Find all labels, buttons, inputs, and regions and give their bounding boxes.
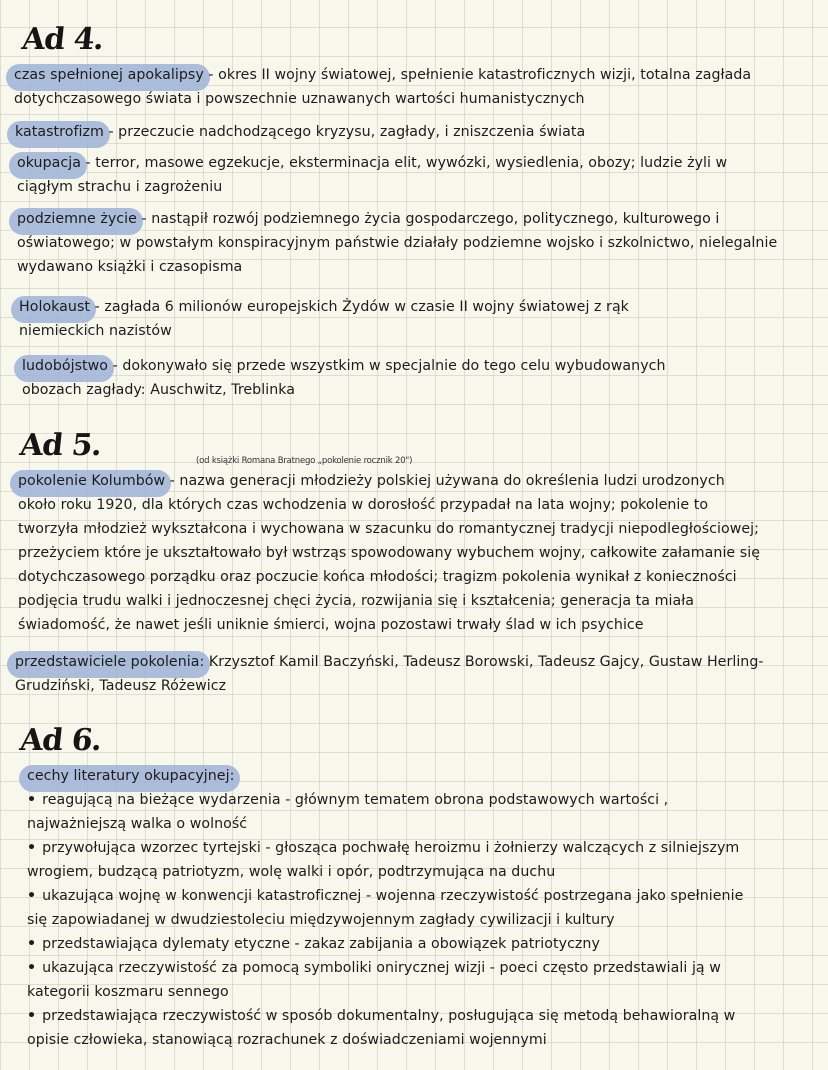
section-heading-ad5: Ad 5. [18,428,103,463]
highlighted-term: Holokaust [19,295,90,319]
entry-text-line: tworzyła młodzież wykształcona i wychowana w szacunku do romantycznej tradycji niepodległościowej; [18,521,759,537]
entry-text-line: oświatowego; w powstałym konspiracyjnym państwie działały podziemne wojsko i szkolnictwo, nielegalnie [17,235,778,251]
highlighted-term: przedstawiciele pokolenia: [15,650,204,674]
entry-cechy-literatury-okupacyjnej [27,764,234,788]
entry-text-line: około roku 1920, dla których czas wchodzenia w dorosłość przypadał na lata wojny; pokolenie to [18,497,709,513]
bullet-continuation: się zapowiadanej w dwudziestoleciu międzywojennym zagłady cywilizacji i kultury [27,912,615,928]
bullet-item: • reagującą na bieżące wydarzenia - głównym tematem obrona podstawowych wartości , [27,788,743,812]
entry-text-line: dotychczasowego porządku oraz poczucie końca młodości; tragizm pokolenia wynikał z konieczności [18,569,737,585]
entry-katastrofizm: katastrofizm - przeczucie nadchodzącego kryzysu, zagłady, i zniszczenia świata [15,120,585,144]
section-heading-ad6: Ad 6. [18,723,103,758]
entry-text-line: niemieckich nazistów [19,323,172,339]
entry-przedstawiciele-pokolenia: przedstawiciele pokolenia: Krzysztof Kamil Baczyński, Tadeusz Borowski, Tadeusz Gajcy, Gustaw Herling- Grudziński, Tadeusz Różewicz [15,650,764,698]
entry-text-line: dotychczasowego świata i powszechnie uznawanych wartości humanistycznych [14,91,585,107]
highlighted-term: ludobójstwo [22,354,108,378]
entry-text-line: podjęcia trudu walki i jednoczesnej chęci życia, rozwijania się i kształcenia; generacja ta miała [18,593,695,609]
entry-pokolenie-kolumbow: pokolenie Kolumbów - nazwa generacji młodzieży polskiej używana do określenia ludzi urodzonych około roku 1920, dla których czas wchodzenia w dorosłość przypadał na lata wojny; pokolenie to tworzyła młodzież wykształcona i wychowana w szacunku do romantycznej tradycji niepodległościowej; przeżyciem które je ukształtowało był wstrząs spowodowany wybuchem wojny, całkowite załamanie się dotychczasowego porządku oraz poczucie końca młodości; tragizm pokolenia wynikał z konieczności podjęcia trudu walki i jednoczesnej chęci życia, rozwijania się i kształcenia; generacja ta miała świadomość, że nawet jeśli uniknie śmierci, wojna pozostawi trwały ślad w ich psychice [18,469,760,637]
entry-ludobojstwo: ludobójstwo - dokonywało się przede wszystkim w specjalnie do tego celu wybudowanych obozach zagłady: Auschwitz, Treblinka [22,354,666,402]
entry-text-line: ciągłym strachu i zagrożeniu [17,179,223,195]
entry-text-line: obozach zagłady: Auschwitz, Treblinka [22,382,296,398]
bullet-list [27,788,743,1052]
bullet-continuation: opisie człowieka, stanowiącą rozrachunek z doświadczeniami wojennymi [27,1032,547,1048]
bullet-continuation: kategorii koszmaru sennego [27,984,229,1000]
bullet-continuation: najważniejszą walka o wolność [27,816,248,832]
highlighted-term: cechy literatury okupacyjnej: [27,764,234,788]
bullet-item: • przedstawiająca rzeczywistość w sposób dokumentalny, posługująca się metodą behawioralną w [27,1004,743,1028]
bullet-continuation: wrogiem, budzącą patriotyzm, wolę walki i opór, podtrzymująca na duchu [27,864,556,880]
highlighted-term: podziemne życie [17,207,137,231]
entry-okupacja: okupacja - terror, masowe egzekucje, eksterminacja elit, wywózki, wysiedlenia, obozy; ludzie żyli w ciągłym strachu i zagrożeniu [17,151,727,199]
bullet-item: • przedstawiająca dylematy etyczne - zakaz zabijania a obowiązek patriotyczny [27,932,743,956]
entry-text-line: przeżyciem które je ukształtowało był wstrząs spowodowany wybuchem wojny, całkowite załamanie się [18,545,760,561]
entry-holokaust: Holokaust - zagłada 6 milionów europejskich Żydów w czasie II wojny światowej z rąk niemieckich nazistów [19,295,629,343]
highlighted-term: czas spełnionej apokalipsy [14,63,204,87]
entry-text-line: wydawano książki i czasopisma [17,259,243,275]
bullet-item: • przywołująca wzorzec tyrtejski - głosząca pochwałę heroizmu i żołnierzy walczących z silniejszym [27,836,743,860]
entry-czas-spelnionej-apokalipsy: czas spełnionej apokalipsy - okres II wojny światowej, spełnienie katastroficznych wizji, totalna zagłada dotychczasowego świata i powszechnie uznawanych wartości humanistycznych [14,63,751,111]
section-heading-ad4: Ad 4. [20,22,105,57]
highlighted-term: katastrofizm [15,120,104,144]
entry-text-line: świadomość, że nawet jeśli uniknie śmierci, wojna pozostawi trwały ślad w ich psychice [18,617,644,633]
source-note: (od książki Romana Bratnego „pokolenie rocznik 20") [196,456,413,466]
bullet-item: • ukazująca wojnę w konwencji katastroficznej - wojenna rzeczywistość postrzegana jako spełnienie [27,884,743,908]
highlighted-term: pokolenie Kolumbów [18,469,165,493]
highlighted-term: okupacja [17,151,81,175]
entry-text-line: Grudziński, Tadeusz Różewicz [15,678,227,694]
bullet-item: • ukazująca rzeczywistość za pomocą symboliki onirycznej wizji - poeci często przedstawiali ją w [27,956,743,980]
entry-podziemne-zycie: podziemne życie - nastąpił rozwój podziemnego życia gospodarczego, politycznego, kulturowego i oświatowego; w powstałym konspiracyjnym państwie działały podziemne wojsko i szkolnictwo, nielegalnie wydawano książki i czasopisma [17,207,777,279]
